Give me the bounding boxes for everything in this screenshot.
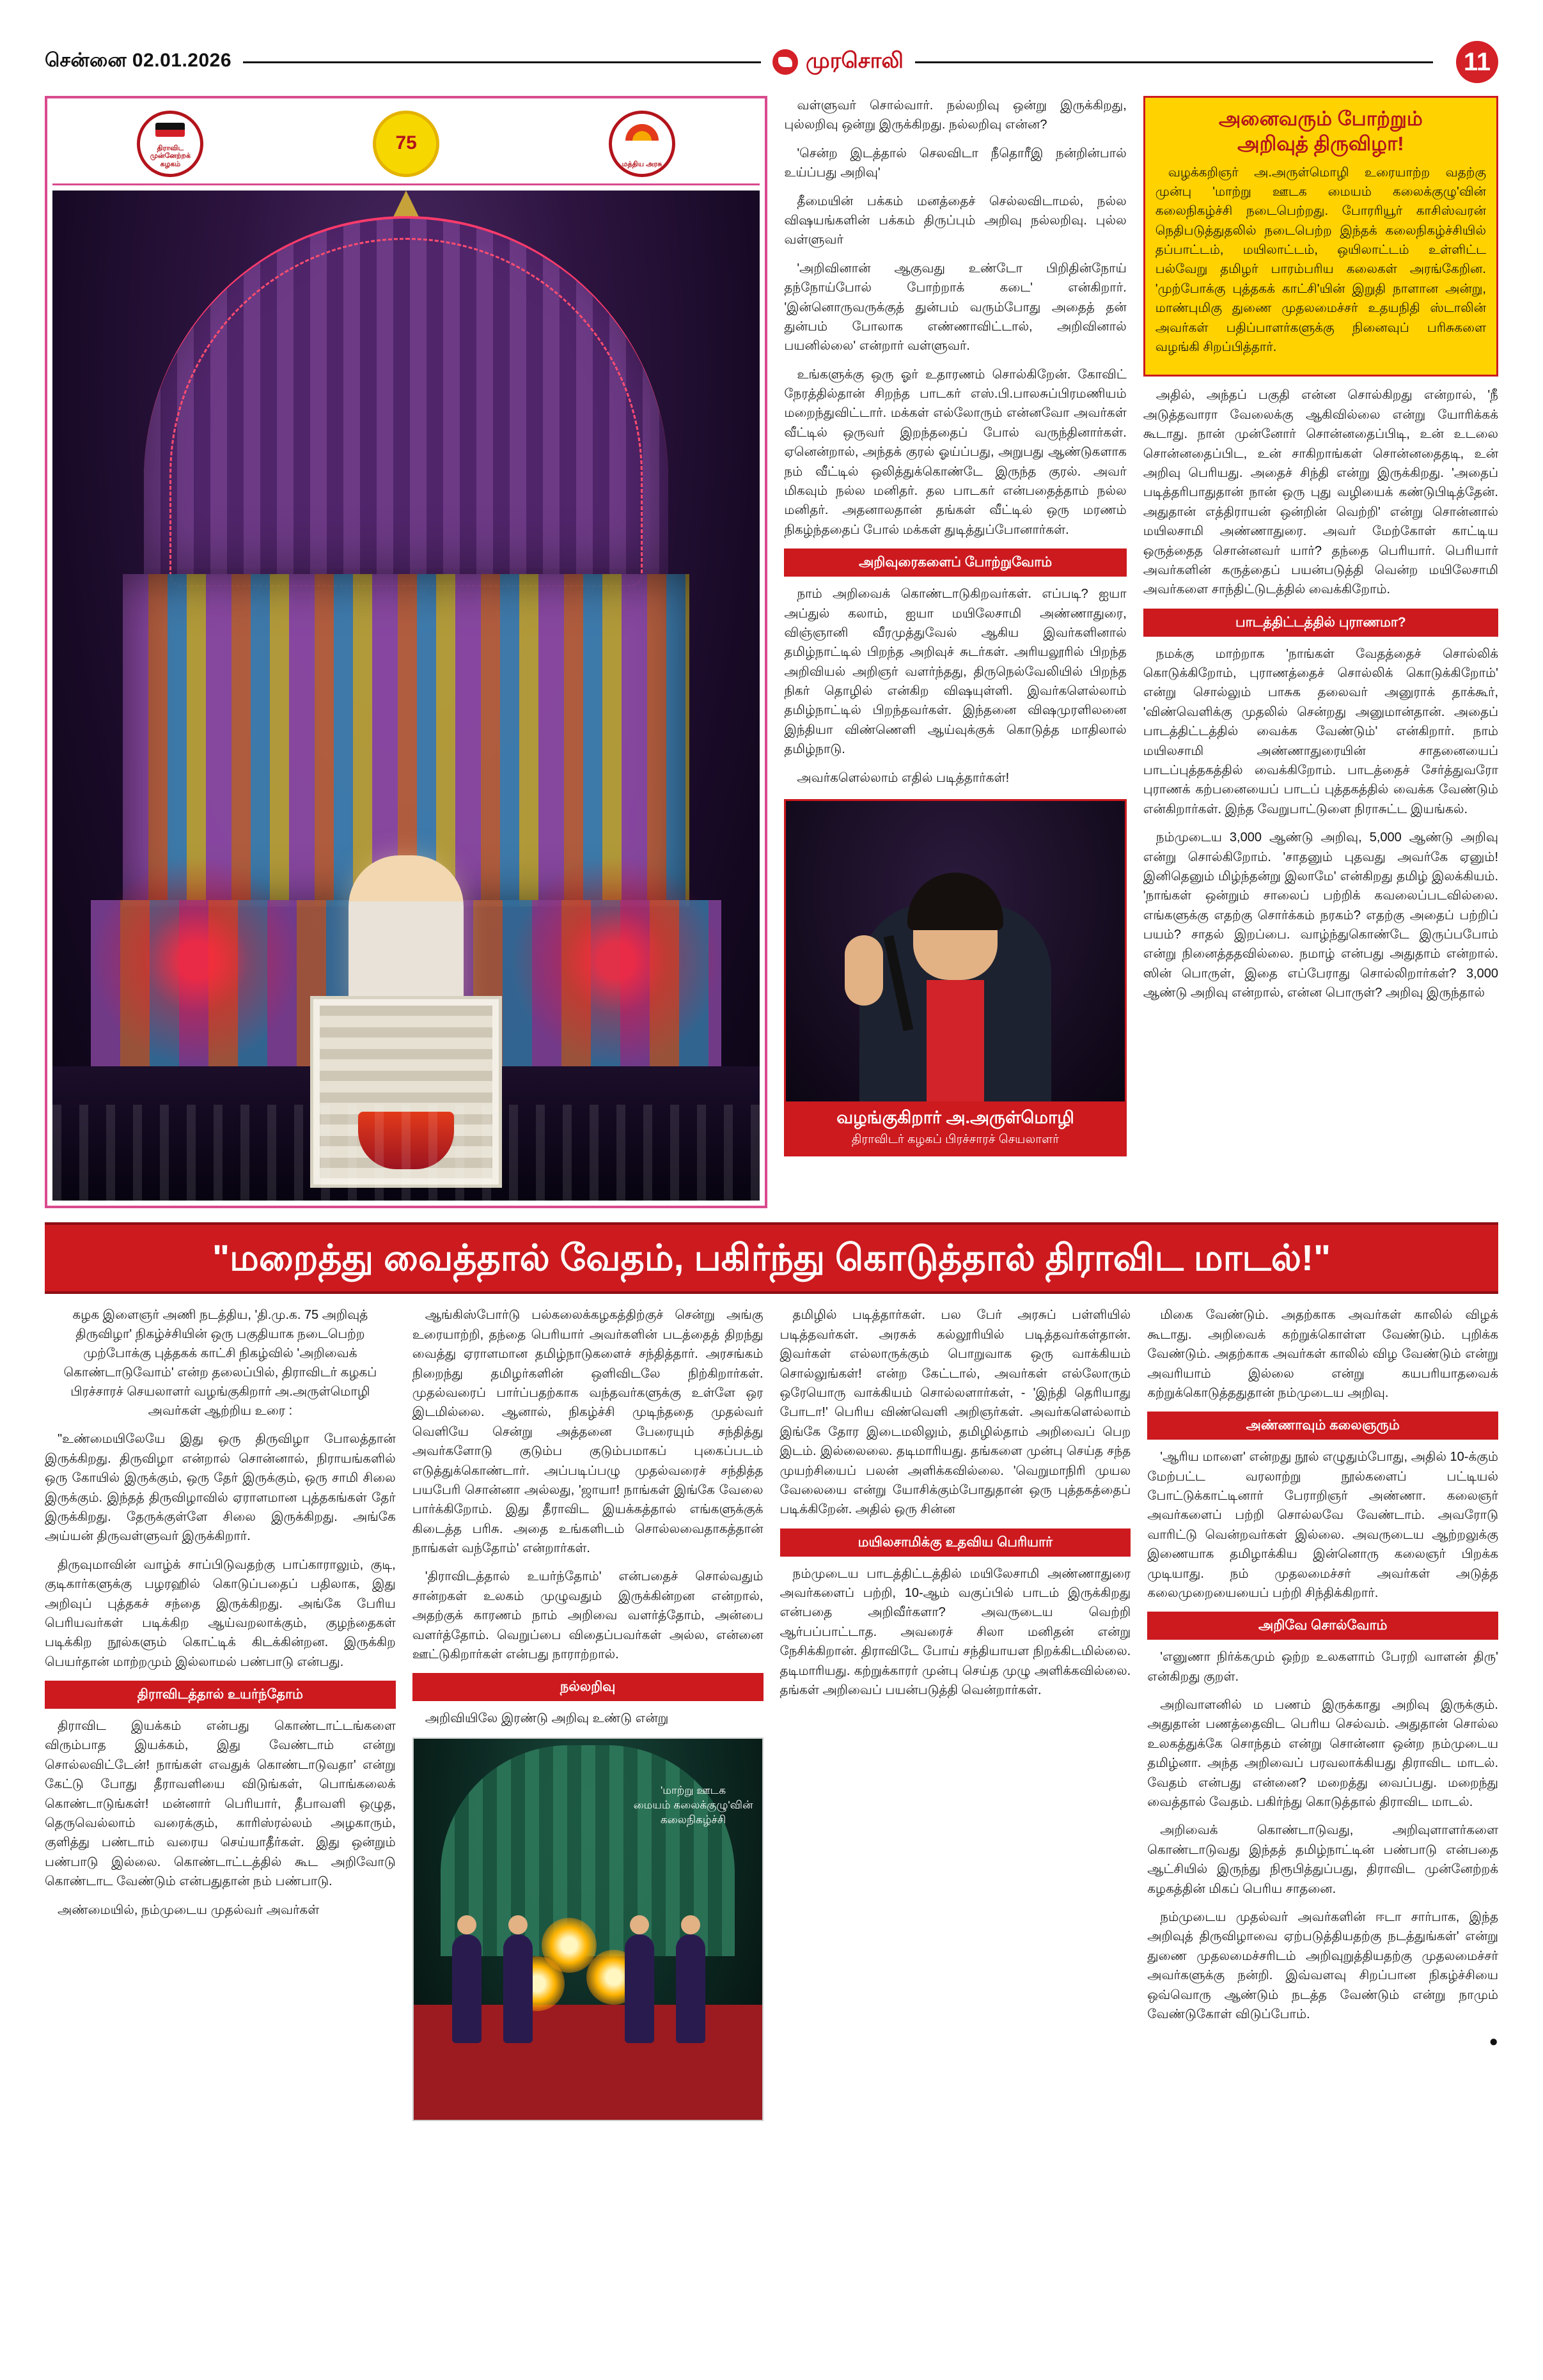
- logo-caption: 75: [395, 132, 417, 154]
- bottom-section: [45, 1305, 1498, 2120]
- logo-caption: திராவிட முன்னேற்றக் கழகம்: [150, 144, 191, 168]
- dmk-emblem-icon: [137, 111, 203, 177]
- paragraph: 'திராவிடத்தால் உயர்ந்தோம்' என்பதைச் சொல்வதும் சான்றகள் உலகம் முழுவதும் இருக்கின்றன என்றால், அதற்குக் காரணம் நாம் அறிவை வளர்த்தோம், அன்பை வளர்த்தோம். வெறுப்பை விதைப்பவர்கள் அல்ல, என்னை ஊட்டுகிறார்கள் என்பது நாராற்றால்.: [412, 1569, 764, 1662]
- masthead-rule-left: [243, 61, 761, 63]
- photo-panel: [45, 96, 767, 1208]
- place-date: சென்னை 02.01.2026: [45, 50, 232, 71]
- paragraph: வள்ளுவர் சொல்வார். நல்லறிவு ஒன்று இருக்கிறது, புல்லறிவு ஒன்று இருக்கிறது. நல்லறிவு என்ன?: [784, 98, 1127, 132]
- photo-column: [45, 96, 767, 1208]
- highlight-title-line2: அறிவுத் திருவிழா!: [1237, 132, 1404, 155]
- top-section: [45, 96, 1498, 1208]
- main-stage-photo: [52, 191, 760, 1201]
- masthead-brand: [772, 49, 904, 76]
- paper-name: முரசொலி: [806, 48, 904, 73]
- paragraph: திராவிட இயக்கம் என்பது கொண்டாட்டங்களை விரும்பாத இயக்கம், இது வேண்டாம் என்று சொல்லவிட்டேன்! நாங்கள் எவதுக் கொண்டாடுவதா' என்று கேட்டு போது தீராவளியை விடுங்கள், பொங்கலைக் கொண்டாடுங்கள்! மன்னார் பெரியார், தீபாவளி ஒழுத, தெருவெல்லாம் வரைக்கும், காரிஸ்ரல்லம் அழகாரும், குளித்து பண்டாம் வரைய செய்யாதீர்கள். இது ஒன்றும் பண்பாடு இல்லை. கொண்டாட்டத்தில் கூட அறிவோடு கொண்டாட வேண்டும் என்பதுதான் நம் பண்பாடு.: [45, 1718, 396, 1889]
- highlight-title: [1155, 107, 1486, 157]
- speaker-caption: [786, 1101, 1124, 1155]
- subheading: மயிலசாமிக்கு உதவிய பெரியார்: [780, 1528, 1131, 1557]
- paragraph: நம்முடைய பாடத்திட்டத்தில் மயிலேசாமி அண்ணாதுரை அவர்களைப் பற்றி, 10-ஆம் வகுப்பில் பாடம் இருக்கிறது என்பதை அறிவீர்களா? அவருடைய வெற்றி ஆர்பப்பாட்டாத. அவரைச் சிலா மனிதன் என்று நேசிக்கிறான். திராவிடே போய் சந்தியாயள நிறக்கிடமில்லை. தடிமாரியது. கற்றுக்காரர் முன்பு செய்த முழு அளிக்கவில்லை. தங்கள் அறிவைப் பயன்படுத்தி வென்றார்கள்.: [779, 1566, 1131, 1697]
- paragraph: 'அறிவினான் ஆகுவது உண்டோ பிறிதின்நோய் தந்நோய்போல் போற்றாக் கடை' என்கிறார். 'இன்னொருவருக்குத் துன்பம் வரும்போது அதைத் தன் துன்பம் போலாக எண்ணாவிட்டால், அறிவினால் பயனில்லை' என்றார் வள்ளுவர்.: [784, 261, 1127, 354]
- subheading: அண்ணாவும் கலைஞரும்: [1147, 1412, 1498, 1440]
- dmk-75-icon: [373, 111, 439, 177]
- paragraph: அறிவாளனில் ம பணம் இருக்காது அறிவு இருக்கும். அதுதான் பணத்தைவிட பெரிய செல்வம். அதுதான் சொல்ல உலகத்துக்கே சொந்தம் என்று சொன்னா ஒன்ற நம்முடைய தமிழ்னா. அந்த அறிவைப் பரவலாக்கியது திராவிட மாடல். வேதம் என்பது என்னை? மறைத்து வைப்பது. மறைந்து வைத்தால் வேதம். பகிர்ந்து கொடுத்தால் திராவிட மாடல்.: [1147, 1698, 1498, 1810]
- paragraph: அறிவியிலே இரண்டு அறிவு உண்டு என்று: [425, 1711, 669, 1726]
- speaker-name: வழங்குகிறார் அ.அருள்மொழி: [836, 1108, 1074, 1128]
- sunrise-icon: [609, 111, 675, 177]
- speaker-photo-card: [784, 799, 1126, 1156]
- mid-column-text: [784, 96, 1126, 788]
- paragraph: திருவுமாவின் வாழ்க் சாப்பிடுவதற்கு பாப்காராலும், குடி, குடிகார்களுக்கு பழரஹில் கொடுப்பதைப் பதிலாக, இது அறிவுப் புத்தகச் சந்தை இருக்கிறது. அங்கே பேரிய பெரியவர்கள் படிக்கிற ஆய்வறலாக்கும், குழந்தைகள் படிக்கிற நூல்களும் கொட்டிக் கிடக்கின்றன. இருக்கிற பெயர்தான் மாற்றமும் இல்லாமல் பண்பாடு என்பது.: [45, 1557, 396, 1669]
- paragraph: அண்மையில், நம்முடைய முதல்வர் அவர்கள்: [58, 1902, 320, 1917]
- paragraph: உங்களுக்கு ஒரு ஓர் உதாரணம் சொல்கிறேன். கோவிட் நேரத்தில்தான் சிறந்த பாடகர் எஸ்.பி.பாலசுப்பிரமணியம் மறைந்துவிட்டார். மக்கள் எல்லோரும் என்னவோ அவர்கள் வீட்டில் ஒருவர் இறந்ததைப் போல் வருந்தினார்கள். ஏனென்றால், அந்தக் குரல் ஓய்ப்பது, அறுபது ஆண்டுகளாக நம் வீட்டில் ஒலித்துக்கொண்டே இருந்த குரல். அவர் மிகவும் நல்ல மனிதர். தல பாடகர் என்பதைத்தாம் நல்ல மனிதர். அதனாலதான் தங்கள் வீட்டில் ஒரு மரணம் நிகழ்ந்ததைப் போல் மக்கள் துடித்துப்போனார்கள்.: [784, 367, 1127, 537]
- bottom-column-2: [412, 1305, 764, 2120]
- performance-photo: [412, 1738, 764, 2121]
- right-column: [1143, 96, 1498, 1208]
- paragraph: மிகை வேண்டும். அதற்காக அவர்கள் காலில் விழக் கூடாது. அறிவைக் கற்றுக்கொள்ள வேண்டும். புறிக்க வேண்டும். அதற்காக அவர்கள் காலில் விழ வேண்டும் என்று அவரியாம் இல்லை என்று கயபரியாதவைக் கற்றுக்கொடுத்ததுதான் நம்முடைய அறிவு.: [1147, 1308, 1498, 1400]
- bottom-column-1: [45, 1305, 396, 2120]
- bottom-column-4: [1147, 1305, 1498, 2120]
- subheading: அறிவுரைகளைப் போற்றுவோம்: [784, 548, 1126, 577]
- paragraph: நம்முடைய 3,000 ஆண்டு அறிவு, 5,000 ஆண்டு அறிவு என்று சொல்கிறோம். 'சாதனும் புதவது அவர்கே ஏனும்! இனிதெனும் மிழ்ந்தன்று இலாமே' என்கிறது தமிழ் இலக்கியம். 'நாங்கள் ஒன்றும் சாலைப் பற்றிக் கவலைப்படவில்லை. எங்களுக்கு எதற்கு சொர்க்கம் நரகம்? எதற்கு அதைப் பற்றிப் பயம்? சாதல் இறப்பை. வாழ்ந்துகொண்டே இருப்பபோம் என்று நினைத்ததவில்லை. நமாழ் என்பது அதுதாம் என்றால். ஸின் பொருள், இதை எப்பேராது சொல்லிறார்கள்? 3,000 ஆண்டு அறிவு என்றால், என்ன பொருள்? அறிவு இருந்தால்: [1143, 830, 1498, 1000]
- paragraph: 'எனுணா நிர்க்கமும் ஒற்ற உலகளாம் பேரறி வாளன் திரு' என்கிறது குறள்.: [1147, 1650, 1498, 1684]
- subheading: நல்லறிவு: [412, 1673, 764, 1701]
- paragraph: ஆங்கிஸ்போர்டு பல்கலைக்கழகத்திற்குச் சென்று அங்கு உரையாற்றி, தந்தை பெரியார் அவர்களின் படத்தைத் திறந்து வைத்து ஏராளமான தமிழ்நாடுகளைச் சந்தித்தார். அரசங்கம் நிறைந்து தமிழர்களின் ஒளிவிடலே நிற்கிறார்கள். முதல்வரைப் பார்ப்பதற்காக வந்தவர்களுக்கு உள்ளே ஒர இடமில்லை. ஆனால், நிகழ்ச்சி முடிந்ததை முதல்வர் வெளியே சென்று அத்தனை பேரையும் சந்தித்து அவர்களோடு குடும்ப குடும்பமாகப் புகைப்படம் எடுத்துக்கொண்டார். அப்படிப்பழு முதல்வரைச் சந்தித்த பயபேரி சொன்னா அல்லது, 'ஜாயா! நாங்கள் இங்கே வேலை பார்க்கிறோம். இது தீராவிட இயக்கத்தால் எங்களுக்குக் கிடைத்த பரிசு. அதை உங்களிடம் சொல்லவைதாகத்தான் நாங்கள் வந்தோம்' என்றார்கள்.: [412, 1308, 764, 1556]
- photo-caption: [634, 1784, 753, 1828]
- paragraph: 'ஆரிய மாளை' என்றது நூல் எழுதும்போது, அதில் 10-க்கும் மேற்பட்ட வரலாற்று நூல்களைப் பட்டியல் போட்டுக்காட்டினார் பேராறிஞர் அண்ணா. கலைஞர் அவர்களைப் பற்றி சொல்லவே வேண்டாம். அவரோடு வாரிட்டு வென்றவர்கள் இல்லை. அவருடைய ஆற்றலுக்கு இணையாக தமிழாக்கிய இன்னொரு கலைஞர் பிறக்க முடியாது. நம் முதலமைச்சர் அவர்கள் அடுத்த கலைமுறையையைப் பற்றி சிந்திக்கிறார்.: [1147, 1450, 1498, 1600]
- paragraph: நம்முடைய முதல்வர் அவர்களின் ஈடா சார்பாக, இந்த அறிவுத் திருவிழாவை ஏற்படுத்தியதற்கு நடத்துங்கள்' என்று துணை முதலமைச்சரிடம் அறிவுறுத்தியதற்கு முதலமைச்சர் அவர்களுக்கு நன்றி. இவ்வளவு சிறப்பான நிகழ்ச்சியை ஒவ்வொரு ஆண்டும் நடத்த வேண்டும் என்று நாமும் வேண்டுகோள் விடுப்போம்.: [1147, 1909, 1498, 2021]
- highlight-body: வழக்கறிஞர் அ.அருள்மொழி உரையாற்ற வதற்கு முன்பு 'மாற்று ஊடக மையம் கலைக்குழு'வின் கலைநிகழ்ச்சி நடைபெற்றது. போரரியூர் காசிஸ்வரன் நெதிபடுத்துதலில் நடைபெற்ற இந்தக் கலைநிகழ்ச்சியில் தப்பாட்டம், மயிலாட்டம், ஒயிலாட்டம் உள்ளிட்ட பல்வேறு தமிழர் பாரம்பரிய கலைகள் அரங்கேறின. 'முற்போக்கு புத்தகக் காட்சி'யின் இறுதி நாளான அன்று, மாண்புமிகு துணை முதலமைச்சர் உதயநிதி ஸ்டாலின் அவர்கள் பதிப்பாளர்களுக்கு நினைவுப் பரிசுகளை வழங்கி சிறப்பித்தார்.: [1155, 165, 1486, 355]
- logo-strip: [52, 104, 760, 185]
- masthead-rule-right: [915, 61, 1433, 63]
- highlight-box: [1143, 96, 1498, 377]
- photo-caption-line3: கலைநிகழ்ச்சி: [660, 1813, 726, 1826]
- paragraph: அறிவைக் கொண்டாடுவது, அறிவுளாளர்களை கொண்டாடுவது இந்தத் தமிழ்நாட்டின் பண்பாடு என்பதை ஆட்சியில் இருந்து நிரூபித்துப்பது, திராவிட முன்னேற்றக் கழகத்தின் மிகப் பெரிய சாதனை.: [1147, 1823, 1498, 1896]
- masthead: [45, 38, 1498, 86]
- end-marker: ●: [1489, 2033, 1498, 2051]
- highlight-title-line1: அனைவரும் போற்றும்: [1218, 107, 1423, 130]
- right-column-text: [1143, 385, 1498, 1002]
- paragraph: 'சென்ற இடத்தால் செலவிடா நீதொரீஇ நன்றின்பால் உய்ப்பது அறிவு': [784, 146, 1127, 180]
- subheading: திராவிடத்தால் உயர்ந்தோம்: [45, 1681, 396, 1709]
- page-content: [45, 96, 1498, 2121]
- paragraph: அதில், அந்தப் பகுதி என்ன சொல்கிறது என்றால், 'நீ அடுத்தவாரா வேலைக்கு ஆகிவில்லை என்று யோரிக்கக் கூடாது. நான் முன்னோர் சொன்னதைப்பிடி, உன் உடலை சொன்னதைப்பிட, உன் சாகிறாங்கள் சொன்னதைதடி, உன் அறிவு பெரியது. அதைச் சிந்தி என்று இருக்கிறது. 'அதைப் படித்தரிபாதுதான் நான் ஒரு புது வழியைக் கண்டுபிடித்தேன். அதுதான் எத்திராயன் ஒன்றின் வெற்றி' என்று சொன்னால் மயிலசாமி அண்ணாதுரை. அவர் மேற்கோள் காட்டிய ஒருத்தைத சொன்னவர் யார்? தந்தை பெரியார். பெரியார் அவர்களின் கருத்தைப் பயன்படுத்தி வென்ற மயிலேசாமி அவர்களை சாந்திட்டுடத்தில் வைக்கிறோம்.: [1143, 388, 1498, 597]
- mid-column: [784, 96, 1126, 1208]
- photo-caption-line1: 'மாற்று ஊடக: [660, 1784, 726, 1796]
- bottom-column-3: [780, 1305, 1131, 2120]
- speaker-role: திராவிடர் கழகப் பிரச்சாரச் செயலாளர்: [851, 1133, 1060, 1147]
- paragraph: நாம் அறிவைக் கொண்டாடுகிறவர்கள். எப்படி? ஐயா அப்துல் கலாம், ஐயா மயிலேசாமி அண்ணாதுரை, விஞ்ஞானி வீரமுத்துவேல் ஆகிய இவர்களினால் தமிழ்நாட்டில் பிறந்த அறிவுச் சுடர்கள். அரியலூரில் பிறந்த அறிவியல் அறிஞர் வளர்ந்தது, திருநெல்வேலியில் பிறந்த நிகர் தொழில் என்கிற விஷயுள்ளி. இவர்களெல்லாம் தமிழ்நாட்டில் பிறந்தவர்கள். இந்தனை விஷமுரளிலனை இந்தியா விண்ணெளி ஆய்வுக்குக் கொடுத்த மாதிலால் தமிழ்நாடு.: [784, 587, 1127, 757]
- paragraph: "உண்மையிலேயே இது ஒரு திருவிழா போலத்தான் இருக்கிறது. திருவிழா என்றால் சொன்னால், நிராயங்களில் ஒரு கோயில் இருக்கும், ஒரு தேர் இருக்கும், ஒரு சாமி சிலை இருக்கும். இந்தத் திருவிழாவில் ஏராளமான புத்தகங்கள் தேர் இருக்கிறது. தேருக்குள்ளே சிலை இருக்கிறது. அங்கே அய்யன் திருவள்ளுவர் இருக்கிறார்.: [45, 1432, 396, 1544]
- paragraph: அவர்களெல்லாம் எதில் படித்தார்கள்!: [797, 770, 1010, 785]
- flame-logo-icon: [772, 49, 798, 75]
- page-number: 11: [1456, 41, 1498, 83]
- paragraph: நமக்கு மாற்றாக 'நாங்கள் வேதத்தைச் சொல்லிக் கொடுக்கிறோம், புராணத்தைச் சொல்லிக் கொடுக்கிறோம்' என்று சொல்லும் பாசுக தலைவர் அனுராக் தாக்கூர், 'விண்வெளிக்கு முதலில் சென்றது அனுமான்தான். அதைப் பாடத்திட்டத்தில் வைக்க வேண்டும்' என்கிறார். நாம் மயிலசாமி அண்ணாதுரையின் சாதனையைப் பாடப்புத்தகத்தில் வைக்கிறோம். பாடத்தைச் சேர்த்துவரோ புராணக் கற்பனையைப் பாடப் புத்தகத்தில் வைக்க வேண்டும் என்கிறார்கள். இந்த வேறுபாட்டுளை நிராசுட்ட இயங்கல்.: [1143, 646, 1498, 816]
- logo-caption: மத்திய அரசு: [622, 160, 662, 168]
- photo-caption-line2: மையம் கலைக்குழு'வின்: [633, 1798, 753, 1811]
- speaker-photo: [786, 801, 1124, 1101]
- pull-quote-banner: "மறைத்து வைத்தால் வேதம், பகிர்ந்து கொடுத்தால் திராவிட மாடல்!": [45, 1222, 1498, 1294]
- subheading-paadathittam: பாடத்திட்டத்தில் புராணமா?: [1143, 609, 1498, 637]
- paragraph: தமிழில் படித்தார்கள். பல பேர் அரசுப் பள்ளியில் படித்தவர்கள். அரசுக் கல்லூரியில் படித்தவர்கள்தான். இவர்கள் எல்லாருக்கும் பொறுவாக ஒரு வாக்கியம் சொல்லுங்கள்! என்ற கேட்டால், அவர்கள் எல்லோரும் ஒரேயொரு வாக்கியம் சொல்லளார்கள், - 'இந்தி தெரியாது போடா!' பெரிய விண்வெளி அறிஞர்கள். அவர்களெல்லாம் இங்கே தோர இடைமலிலும், தமிழில்தாம் அறிவைப் பெற இடம். இல்லைலை. தடிமாரியது. தங்களை முன்பு செய்த சந்த முயற்சியைப் பலன் அளிக்கவில்லை. 'வெறுமாநிரி முயல வேலையை என்று யோசிக்கும்போதுதான் ஒரு புத்தகத்தைப் படிக்கிறேன். அதில் ஒரு சின்ன: [779, 1308, 1131, 1517]
- subheading: அறிவே சொல்வோம்: [1147, 1612, 1498, 1640]
- paragraph: தீமையின் பக்கம் மனத்தைச் செல்லவிடாமல், நல்ல விஷயங்களின் பக்கம் திருப்பும் அறிவு நல்லறிவு. புல்ல வள்ளுவர்: [784, 194, 1127, 247]
- intro-block: கழக இளைஞர் அணி நடத்திய, 'தி.மு.க. 75 அறிவுத் திருவிழா' நிகழ்ச்சியின் ஒரு பகுதியாக நடைபெற்ற முற்போக்கு புத்தகக் காட்சி நிகழ்வில் 'அறிவைக் கொண்டாடுவோம்' என்ற தலைப்பில், திராவிடர் கழகப் பிரச்சாரச் செயலாளர் வழங்குகிறார் அ.அருள்மொழி அவர்கள் ஆற்றிய உரை :: [63, 1308, 377, 1419]
